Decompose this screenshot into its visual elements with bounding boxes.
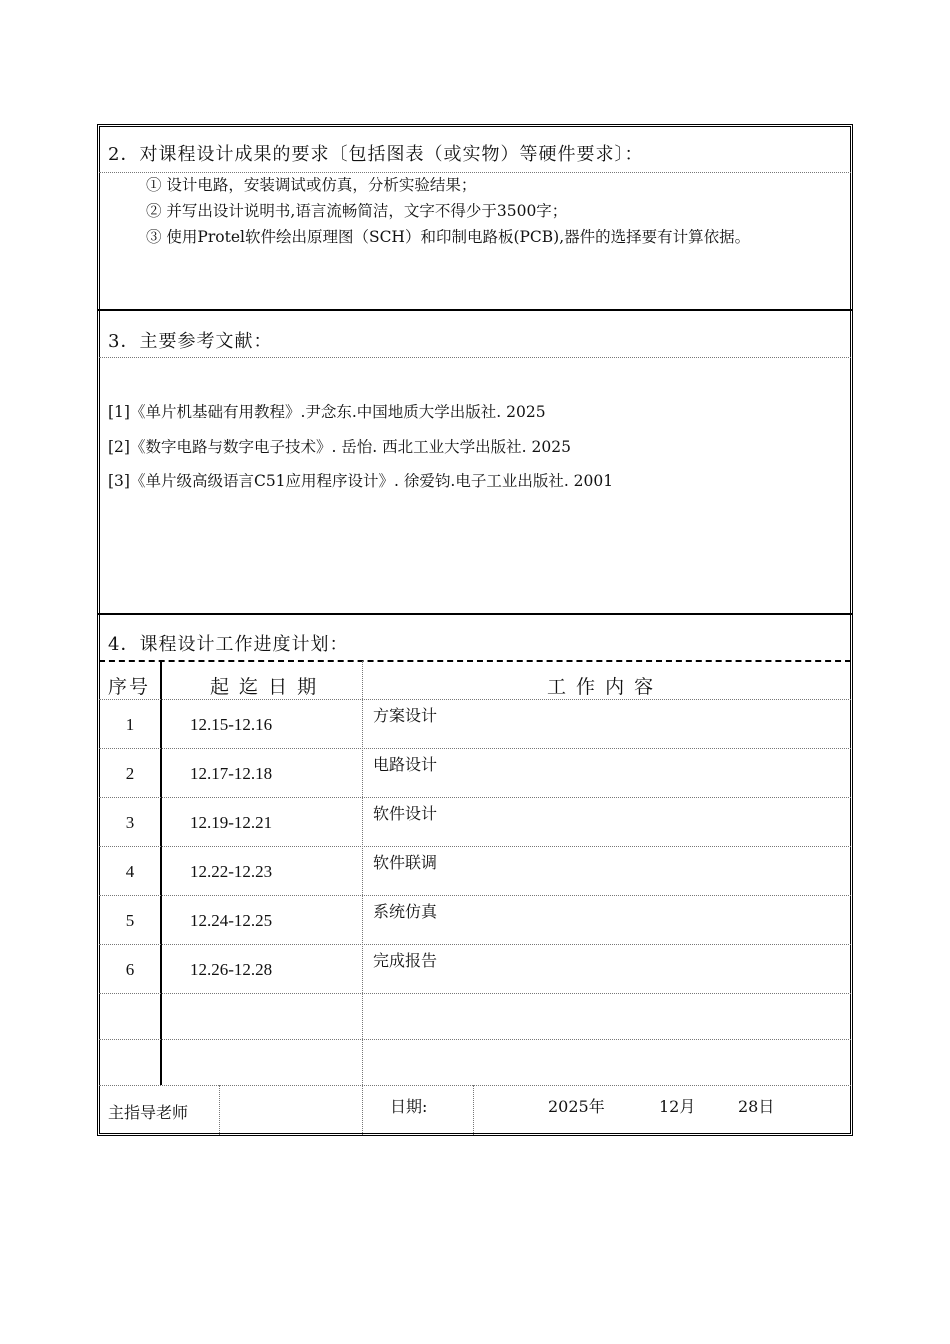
section2-title: 2．对课程设计成果的要求〔包括图表（或实物）等硬件要求〕： bbox=[108, 144, 644, 165]
row-seq: 6 bbox=[125, 960, 135, 979]
requirement-item: ① 设计电路，安装调试或仿真，分析实验结果； bbox=[146, 176, 477, 194]
row-seq: 2 bbox=[125, 764, 135, 783]
row-task: 方案设计 bbox=[373, 706, 438, 725]
row-task: 软件联调 bbox=[373, 853, 438, 872]
row-rule bbox=[99, 699, 851, 700]
row-dates: 12.15-12.16 bbox=[190, 715, 273, 734]
row-task: 完成报告 bbox=[373, 951, 438, 970]
requirements-list bbox=[108, 172, 844, 250]
column-rule bbox=[219, 1085, 220, 1135]
column-header-content: 工 作 内 容 bbox=[547, 676, 656, 698]
date-label: 日期: bbox=[390, 1097, 428, 1116]
reference-item: [1]《单片机基础有用教程》.尹念东.中国地质大学出版社. 2025 bbox=[108, 403, 546, 421]
reference-item: [3]《单片级高级语言C51应用程序设计》. 徐爱钧.电子工业出版社. 2001 bbox=[108, 472, 614, 490]
row-rule bbox=[99, 797, 851, 798]
column-header-seq: 序号 bbox=[108, 676, 151, 698]
row-seq: 1 bbox=[125, 715, 135, 734]
section4-title: 4．课程设计工作进度计划： bbox=[108, 634, 349, 655]
row-rule bbox=[99, 1085, 851, 1086]
row-rule bbox=[99, 993, 851, 994]
row-dates: 12.17-12.18 bbox=[190, 764, 273, 783]
divider bbox=[99, 357, 851, 358]
teacher-label: 主指导老师 bbox=[108, 1103, 189, 1122]
section3-title: 3．主要参考文献： bbox=[108, 331, 273, 352]
row-seq: 5 bbox=[125, 911, 135, 930]
date-month: 12月 bbox=[659, 1097, 696, 1116]
row-rule bbox=[99, 748, 851, 749]
column-rule bbox=[473, 1085, 474, 1135]
row-rule bbox=[99, 1039, 851, 1040]
row-dates: 12.26-12.28 bbox=[190, 960, 273, 979]
schedule-top-border bbox=[99, 660, 851, 662]
column-header-dates: 起 迄 日 期 bbox=[210, 676, 319, 698]
row-rule bbox=[99, 944, 851, 945]
row-task: 软件设计 bbox=[373, 804, 438, 823]
requirement-item: ③ 使用Protel软件绘出原理图（SCH）和印制电路板(PCB),器件的选择要有计算依据。 bbox=[146, 228, 751, 246]
date-day: 28日 bbox=[738, 1097, 775, 1116]
row-dates: 12.24-12.25 bbox=[190, 911, 273, 930]
row-task: 电路设计 bbox=[373, 755, 438, 774]
section-separator bbox=[97, 613, 853, 615]
row-rule bbox=[99, 846, 851, 847]
requirement-item: ② 并写出设计说明书,语言流畅简洁，文字不得少于3500字； bbox=[146, 202, 568, 220]
row-seq: 3 bbox=[125, 813, 135, 832]
column-rule bbox=[362, 661, 363, 1135]
row-dates: 12.22-12.23 bbox=[190, 862, 273, 881]
row-dates: 12.19-12.21 bbox=[190, 813, 273, 832]
reference-item: [2]《数字电路与数字电子技术》. 岳怡. 西北工业大学出版社. 2025 bbox=[108, 438, 571, 456]
date-year: 2025年 bbox=[548, 1097, 605, 1116]
row-task: 系统仿真 bbox=[373, 902, 438, 921]
section-separator bbox=[97, 309, 853, 311]
row-rule bbox=[99, 895, 851, 896]
row-seq: 4 bbox=[125, 862, 135, 881]
